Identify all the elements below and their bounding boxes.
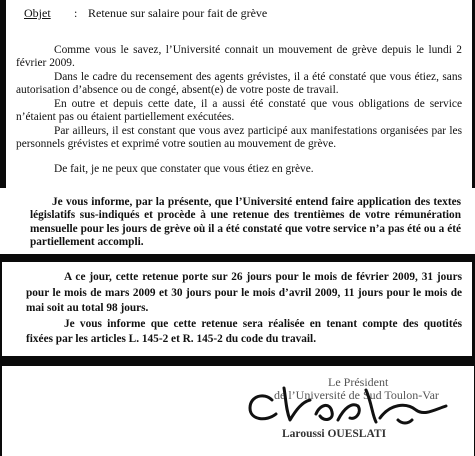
- letter-fragment-details: [2, 262, 472, 356]
- subject-separator: :: [74, 6, 78, 20]
- paragraph-participation: Par ailleurs, il est constant que vous avez participé aux manifestations organisées par les personnels grévistes et exprimé votre soutien au mouvement de grève.: [16, 125, 462, 150]
- subject-line: [16, 6, 462, 21]
- paragraph-withholding-notice: Je vous informe, par la présente, que l’Université entend faire application des textes législatifs sus-indiqués et procède à une retenue des trentièmes de votre rémunération mensuelle pour les jours de grève où il a été constaté que votre service n’a pas été ou a été partiellement accompli.: [30, 196, 461, 248]
- handwritten-signature: [220, 380, 460, 432]
- paragraph-strike-intro: Comme vous le savez, l’Université connait un mouvement de grève depuis le lundi 2 février 2009.: [16, 44, 462, 69]
- subject-label: Objet: [24, 6, 51, 20]
- letter-fragment-signature: [2, 366, 474, 456]
- signatory-title: Le Président: [328, 375, 389, 389]
- signatory-name: Laroussi OUESLATI: [282, 428, 387, 440]
- paragraph-days-count: A ce jour, cette retenue porte sur 26 jours pour le mois de février 2009, 31 jours pour le mois de mars 2009 et 30 jours pour le mois d’avril 2009, 11 jours pour le mois de mai soit au total 98 jours.: [26, 271, 462, 314]
- letter-fragment-intro: [6, 0, 472, 190]
- letter-fragment-notice: [0, 188, 475, 254]
- paragraph-obligations: En outre et depuis cette date, il a aussi été constaté que vous obligations de service n’étaient pas ou étaient partiellement exécutées.: [16, 98, 462, 123]
- paragraph-quotities: Je vous informe que cette retenue sera réalisée en tenant compte des quotités fixées par les articles L. 145-2 et R. 145-2 du code du travail.: [26, 317, 462, 345]
- signatory-institution: de l’Université de Sud Toulon-Var: [274, 388, 439, 402]
- paragraph-census: Dans le cadre du recensement des agents grévistes, il a été constaté que vous étiez, sans autorisation d’absence ou de congé, absent(e) de votre poste de travail.: [16, 71, 462, 96]
- subject-text: Retenue sur salaire pour fait de grève: [88, 6, 268, 20]
- paragraph-conclusion: De fait, je ne peux que constater que vous étiez en grève.: [54, 163, 314, 175]
